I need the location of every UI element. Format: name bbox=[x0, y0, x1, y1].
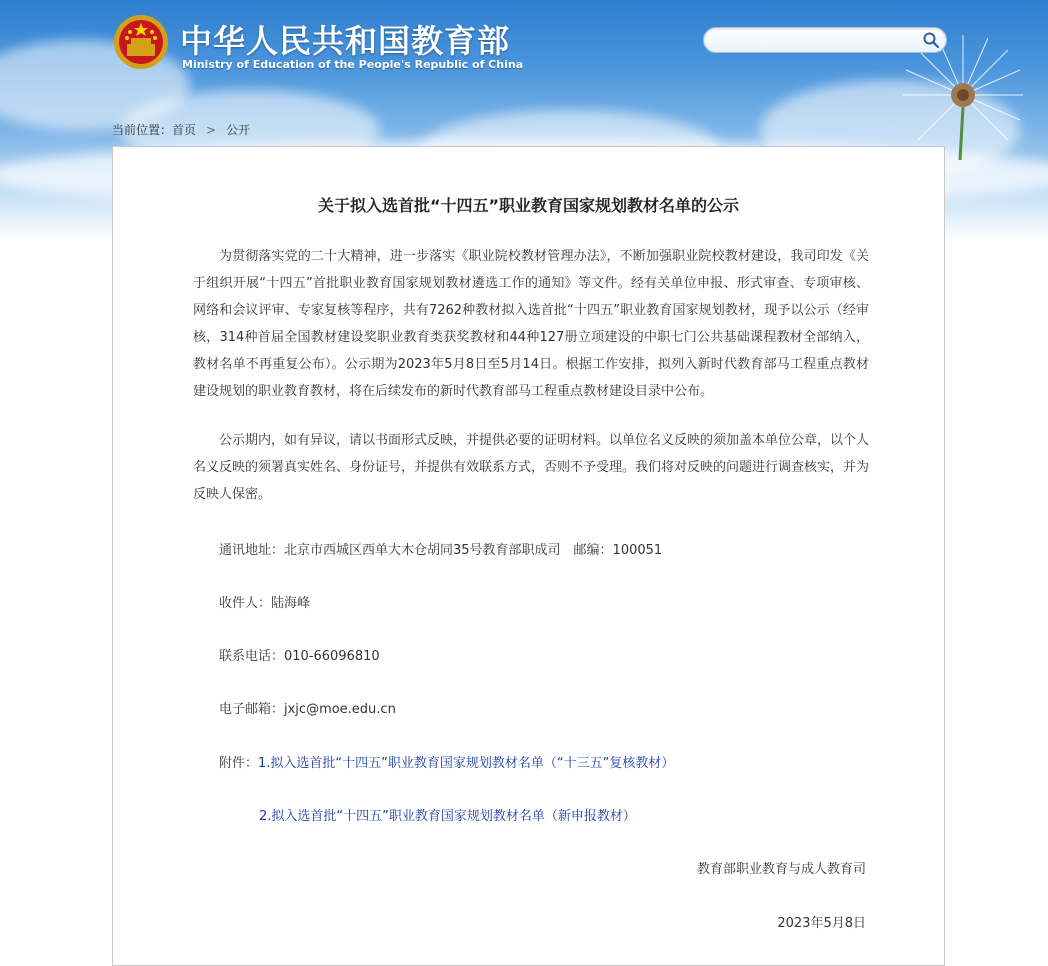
contact-phone: 联系电话：010-66096810 bbox=[219, 649, 380, 664]
site-subtitle: Ministry of Education of the People's Republic of China bbox=[182, 58, 524, 71]
search-box[interactable] bbox=[703, 27, 947, 53]
attachment-row-2 bbox=[259, 805, 636, 824]
contact-recipient: 收件人：陆海峰 bbox=[219, 596, 311, 611]
search-icon[interactable] bbox=[922, 31, 940, 49]
attachments-label: 附件： bbox=[219, 756, 259, 771]
search-input[interactable] bbox=[714, 31, 918, 51]
attachments bbox=[219, 752, 674, 771]
national-emblem-icon bbox=[113, 14, 169, 70]
article-panel bbox=[112, 146, 945, 966]
article-paragraph: 公示期内，如有异议，请以书面形式反映，并提供必要的证明材料。以单位名义反映的须加盖本单位公章，以个人名义反映的须署真实姓名、身份证号，并提供有效联系方式，否则不予受理。我们将对反映的问题进行调查核实，并为反映人保密。 bbox=[193, 433, 870, 502]
contact-address: 通讯地址：北京市西城区西单大木仓胡同35号教育部职成司 邮编：100051 bbox=[219, 543, 663, 558]
breadcrumb bbox=[112, 121, 250, 138]
breadcrumb-label: 当前位置： bbox=[112, 123, 173, 137]
signature: 教育部职业教育与成人教育司 bbox=[696, 862, 866, 877]
publish-date: 2023年5月8日 bbox=[777, 916, 866, 931]
attachment-link-1[interactable]: 1.拟入选首批“十四五”职业教育国家规划教材名单（“十三五”复核教材） bbox=[258, 756, 675, 771]
article-title: 关于拟入选首批“十四五”职业教育国家规划教材名单的公示 bbox=[317, 196, 740, 215]
attachment-link-2[interactable]: 2.拟入选首批“十四五”职业教育国家规划教材名单（新申报教材） bbox=[259, 809, 636, 824]
contact-email: 电子邮箱：jxjc@moe.edu.cn bbox=[219, 702, 396, 717]
breadcrumb-home[interactable]: 首页 bbox=[172, 123, 197, 137]
breadcrumb-separator: > bbox=[206, 123, 217, 137]
article-paragraph: 为贯彻落实党的二十大精神，进一步落实《职业院校教材管理办法》，不断加强职业院校教材建设，我司印发《关于组织开展“十四五”首批职业教育国家规划教材遴选工作的通知》等文件。经有关单位申报、形式审查、专项审核、网络和会议评审、专家复核等程序，共有7262种教材拟入选首批“十四五”职业教育国家规划教材，现予以公示（经审核，314种首届全国教材建设奖职业教育类获奖教材和44种127册立项建设的中职七门公共基础课程教材全部纳入，教材名单不再重复公布）。公示期为2023年5月8日至5月14日。根据工作安排，拟列入新时代教育部马工程重点教材建设规划的职业教育教材，将在后续发布的新时代教育部马工程重点教材建设目录中公布。 bbox=[193, 249, 869, 399]
site-title: 中华人民共和国教育部 bbox=[180, 22, 511, 60]
breadcrumb-public[interactable]: 公开 bbox=[226, 123, 251, 137]
